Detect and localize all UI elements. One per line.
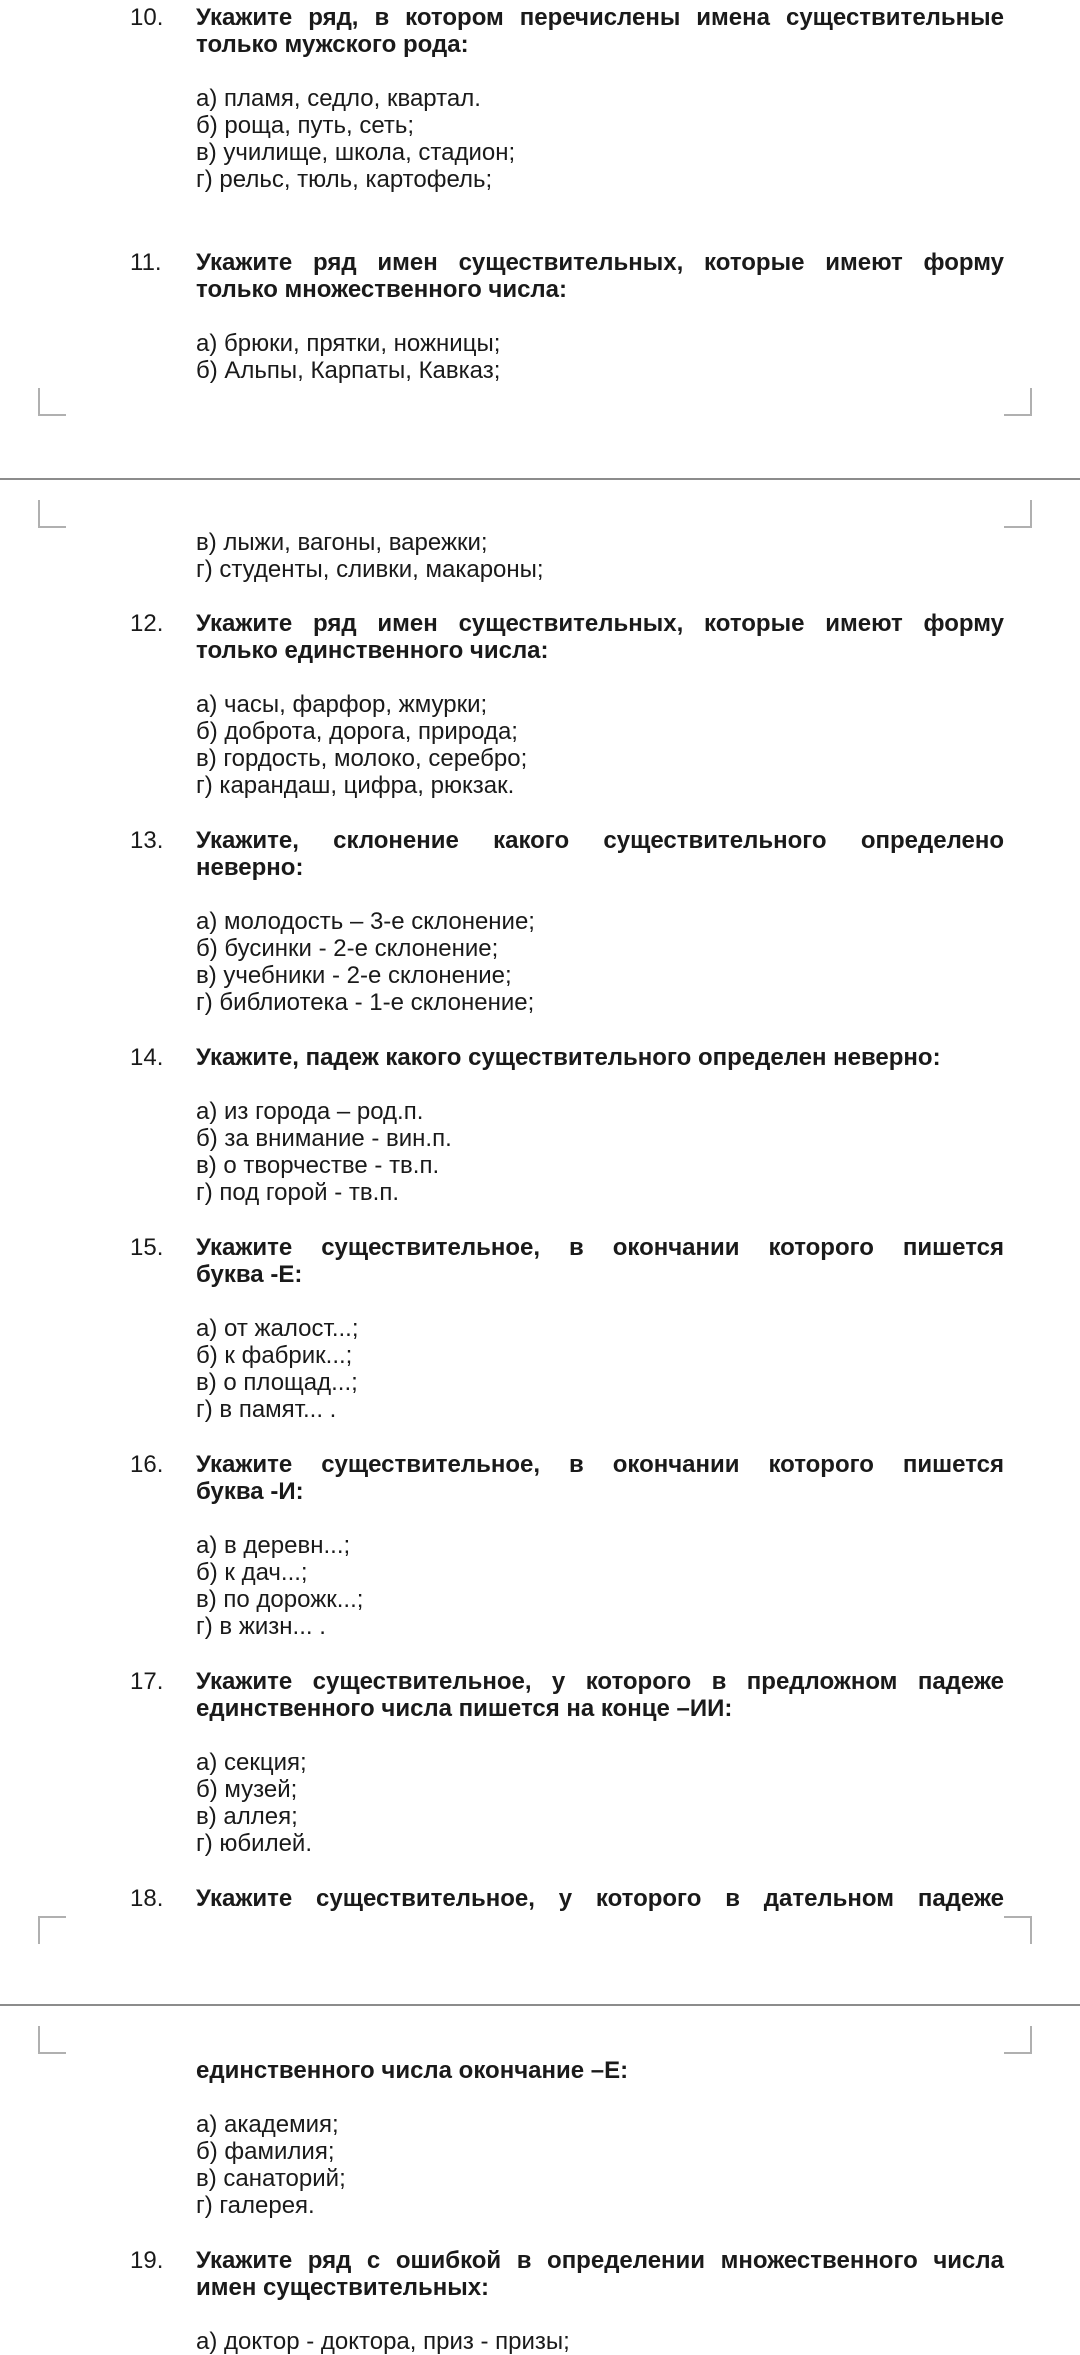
page-corner-mark <box>38 2026 66 2054</box>
options-list <box>162 691 1004 799</box>
page-break <box>0 2004 1080 2024</box>
question-11-continued <box>162 529 1004 583</box>
option: г) под горой - тв.п. <box>196 1179 399 1206</box>
option: б) за внимание - вин.п. <box>196 1125 452 1152</box>
option: в) санаторий; <box>196 2165 346 2192</box>
page-corner-mark <box>1004 2026 1032 2054</box>
options-list <box>162 908 1004 1016</box>
question-10 <box>130 4 1004 193</box>
option: а) доктор - доктора, приз - призы; <box>196 2328 570 2355</box>
question-text: неверно: <box>196 854 304 881</box>
option: а) от жалост...; <box>196 1315 359 1342</box>
option: в) училище, школа, стадион; <box>196 139 516 166</box>
question-text: только мужского рода: <box>196 31 469 58</box>
option: г) галерея. <box>196 2192 315 2219</box>
question-19 <box>130 2247 1004 2355</box>
question-text: только множественного числа: <box>196 276 568 303</box>
option: в) по дорожк...; <box>196 1586 364 1613</box>
question-12 <box>130 610 1004 799</box>
option: в) лыжи, вагоны, варежки; <box>196 529 488 556</box>
page-corner-mark <box>38 388 66 416</box>
option: б) бусинки - 2-е склонение; <box>196 935 499 962</box>
option: а) в деревн...; <box>196 1532 351 1559</box>
question-text: буква -Е: <box>196 1261 303 1288</box>
option: б) фамилия; <box>196 2138 335 2165</box>
page-corner-mark <box>1004 500 1032 528</box>
options-list <box>162 330 1004 384</box>
question-number: 10. <box>130 4 164 31</box>
question-number: 19. <box>130 2247 164 2274</box>
page-break <box>0 478 1080 498</box>
question-number: 17. <box>130 1668 164 1695</box>
option: б) к фабрик...; <box>196 1342 353 1369</box>
question-text: только единственного числа: <box>196 637 549 664</box>
question-number: 18. <box>130 1885 164 1912</box>
option: г) карандаш, цифра, рюкзак. <box>196 772 515 799</box>
question-text: Укажите существительное, у которого в дательном падеже <box>196 1885 1004 1912</box>
option: б) к дач...; <box>196 1559 308 1586</box>
question-number: 15. <box>130 1234 164 1261</box>
question-number: 16. <box>130 1451 164 1478</box>
option: г) студенты, сливки, макароны; <box>196 556 544 583</box>
options-list <box>162 2111 1004 2219</box>
options-list <box>162 529 1004 583</box>
question-16 <box>130 1451 1004 1640</box>
option: б) доброта, дорога, природа; <box>196 718 518 745</box>
option: в) учебники - 2-е склонение; <box>196 962 512 989</box>
question-text: Укажите, падеж какого существительного определен неверно: <box>196 1044 941 1071</box>
question-text: Укажите существительное, в окончании которого пишется <box>196 1451 1004 1478</box>
option: г) рельс, тюль, картофель; <box>196 166 493 193</box>
options-list <box>162 1749 1004 1857</box>
question-11 <box>130 249 1004 384</box>
option: а) молодость – 3-е склонение; <box>196 908 535 935</box>
option: а) часы, фарфор, жмурки; <box>196 691 488 718</box>
option: в) о творчестве - тв.п. <box>196 1152 440 1179</box>
question-18 <box>130 1885 1004 1912</box>
question-number: 13. <box>130 827 164 854</box>
question-14 <box>130 1044 1004 1206</box>
options-list <box>162 85 1004 193</box>
question-number: 11. <box>130 249 162 276</box>
option: а) брюки, прятки, ножницы; <box>196 330 501 357</box>
option: а) секция; <box>196 1749 307 1776</box>
option: г) в памят... . <box>196 1396 337 1423</box>
question-text: Укажите существительное, у которого в предложном падеже <box>196 1668 1004 1695</box>
page-corner-mark <box>38 500 66 528</box>
question-17 <box>130 1668 1004 1857</box>
question-text: единственного числа пишется на конце –ИИ: <box>196 1695 733 1722</box>
option: в) о площад...; <box>196 1369 358 1396</box>
question-text: Укажите ряд имен существительных, которые имеют форму <box>196 249 1004 276</box>
page-corner-mark <box>1004 388 1032 416</box>
option: г) библиотека - 1-е склонение; <box>196 989 535 1016</box>
options-list <box>162 1315 1004 1423</box>
option: б) роща, путь, сеть; <box>196 112 415 139</box>
question-text: Укажите ряд, в котором перечислены имена существительные <box>196 4 1004 31</box>
question-18-continued <box>162 2057 1004 2219</box>
page-corner-mark <box>38 1916 66 1944</box>
question-text: Укажите ряд с ошибкой в определении множественного числа <box>196 2247 1004 2274</box>
question-text: Укажите ряд имен существительных, которые имеют форму <box>196 610 1004 637</box>
question-number: 12. <box>130 610 164 637</box>
question-text: Укажите, склонение какого существительного определено <box>196 827 1004 854</box>
question-text: единственного числа окончание –Е: <box>196 2057 629 2084</box>
option: б) музей; <box>196 1776 298 1803</box>
options-list <box>162 2328 1004 2355</box>
option: в) аллея; <box>196 1803 298 1830</box>
option: г) в жизн... . <box>196 1613 326 1640</box>
option: г) юбилей. <box>196 1830 312 1857</box>
option: в) гордость, молоко, серебро; <box>196 745 528 772</box>
options-list <box>162 1098 1004 1206</box>
option: а) из города – род.п. <box>196 1098 424 1125</box>
option: б) Альпы, Карпаты, Кавказ; <box>196 357 501 384</box>
option: а) пламя, седло, квартал. <box>196 85 481 112</box>
question-text: имен существительных: <box>196 2274 490 2301</box>
question-number: 14. <box>130 1044 164 1071</box>
question-text: буква -И: <box>196 1478 304 1505</box>
option: а) академия; <box>196 2111 339 2138</box>
page-corner-mark <box>1004 1916 1032 1944</box>
question-13 <box>130 827 1004 1016</box>
question-15 <box>130 1234 1004 1423</box>
options-list <box>162 1532 1004 1640</box>
question-text: Укажите существительное, в окончании которого пишется <box>196 1234 1004 1261</box>
